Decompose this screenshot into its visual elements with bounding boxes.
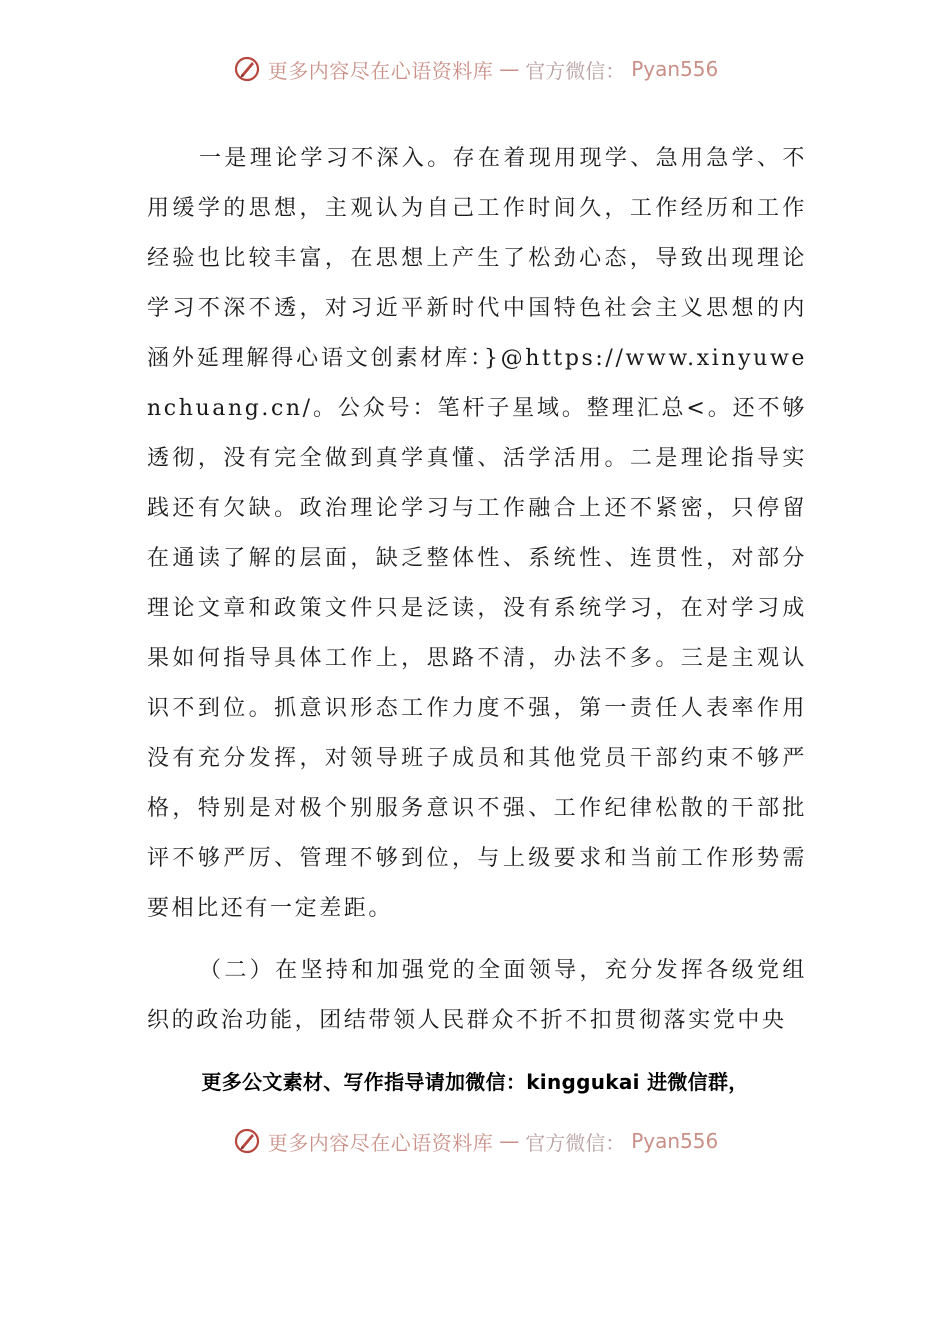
- watermark-wechat-id: Pyan556: [631, 57, 719, 81]
- flame-pen-logo-icon: [232, 54, 262, 84]
- footer-contact-note: 更多公文素材、写作指导请加微信：kinggukai 进微信群，: [201, 1070, 749, 1094]
- header-watermark: [0, 54, 950, 84]
- watermark-wechat-label: 官方微信：: [525, 1130, 626, 1155]
- watermark-wechat-id: Pyan556: [631, 1129, 719, 1153]
- watermark-dash: —: [499, 1129, 520, 1153]
- watermark-wechat-label: 官方微信：: [525, 58, 626, 83]
- body-paragraph-2: （二）在坚持和加强党的全面领导，充分发挥各级党组织的政治功能，团结带领人民群众不折不扣贯彻落实党中央: [147, 958, 807, 1033]
- watermark-brand-text: 更多内容尽在心语资料库: [267, 1130, 494, 1155]
- watermark-brand-text: 更多内容尽在心语资料库: [267, 58, 494, 83]
- flame-pen-logo-icon: [232, 1126, 262, 1156]
- body-paragraph-1: 一是理论学习不深入。存在着现用现学、急用急学、不用缓学的思想，主观认为自己工作时间久，工作经历和工作经验也比较丰富，在思想上产生了松劲心态，导致出现理论学习不深不透，对习近平新时代中国特色社会主义思想的内涵外延理解得心语文创素材库：}@https://www.xinyuwenchuang.cn/。公众号：笔杆子星域。整理汇总<。还不够透彻，没有完全做到真学真懂、活学活用。二是理论指导实践还有欠缺。政治理论学习与工作融合上还不紧密，只停留在通读了解的层面，缺乏整体性、系统性、连贯性，对部分理论文章和政策文件只是泛读，没有系统学习，在对学习成果如何指导具体工作上，思路不清，办法不多。三是主观认识不到位。抓意识形态工作力度不强，第一责任人表率作用没有充分发挥，对领导班子成员和其他党员干部约束不够严格，特别是对极个别服务意识不强、工作纪律松散的干部批评不够严厉、管理不够到位，与上级要求和当前工作形势需要相比还有一定差距。: [147, 146, 807, 921]
- footer-watermark: [0, 1126, 950, 1156]
- watermark-dash: —: [499, 57, 520, 81]
- document-body: [147, 134, 807, 1046]
